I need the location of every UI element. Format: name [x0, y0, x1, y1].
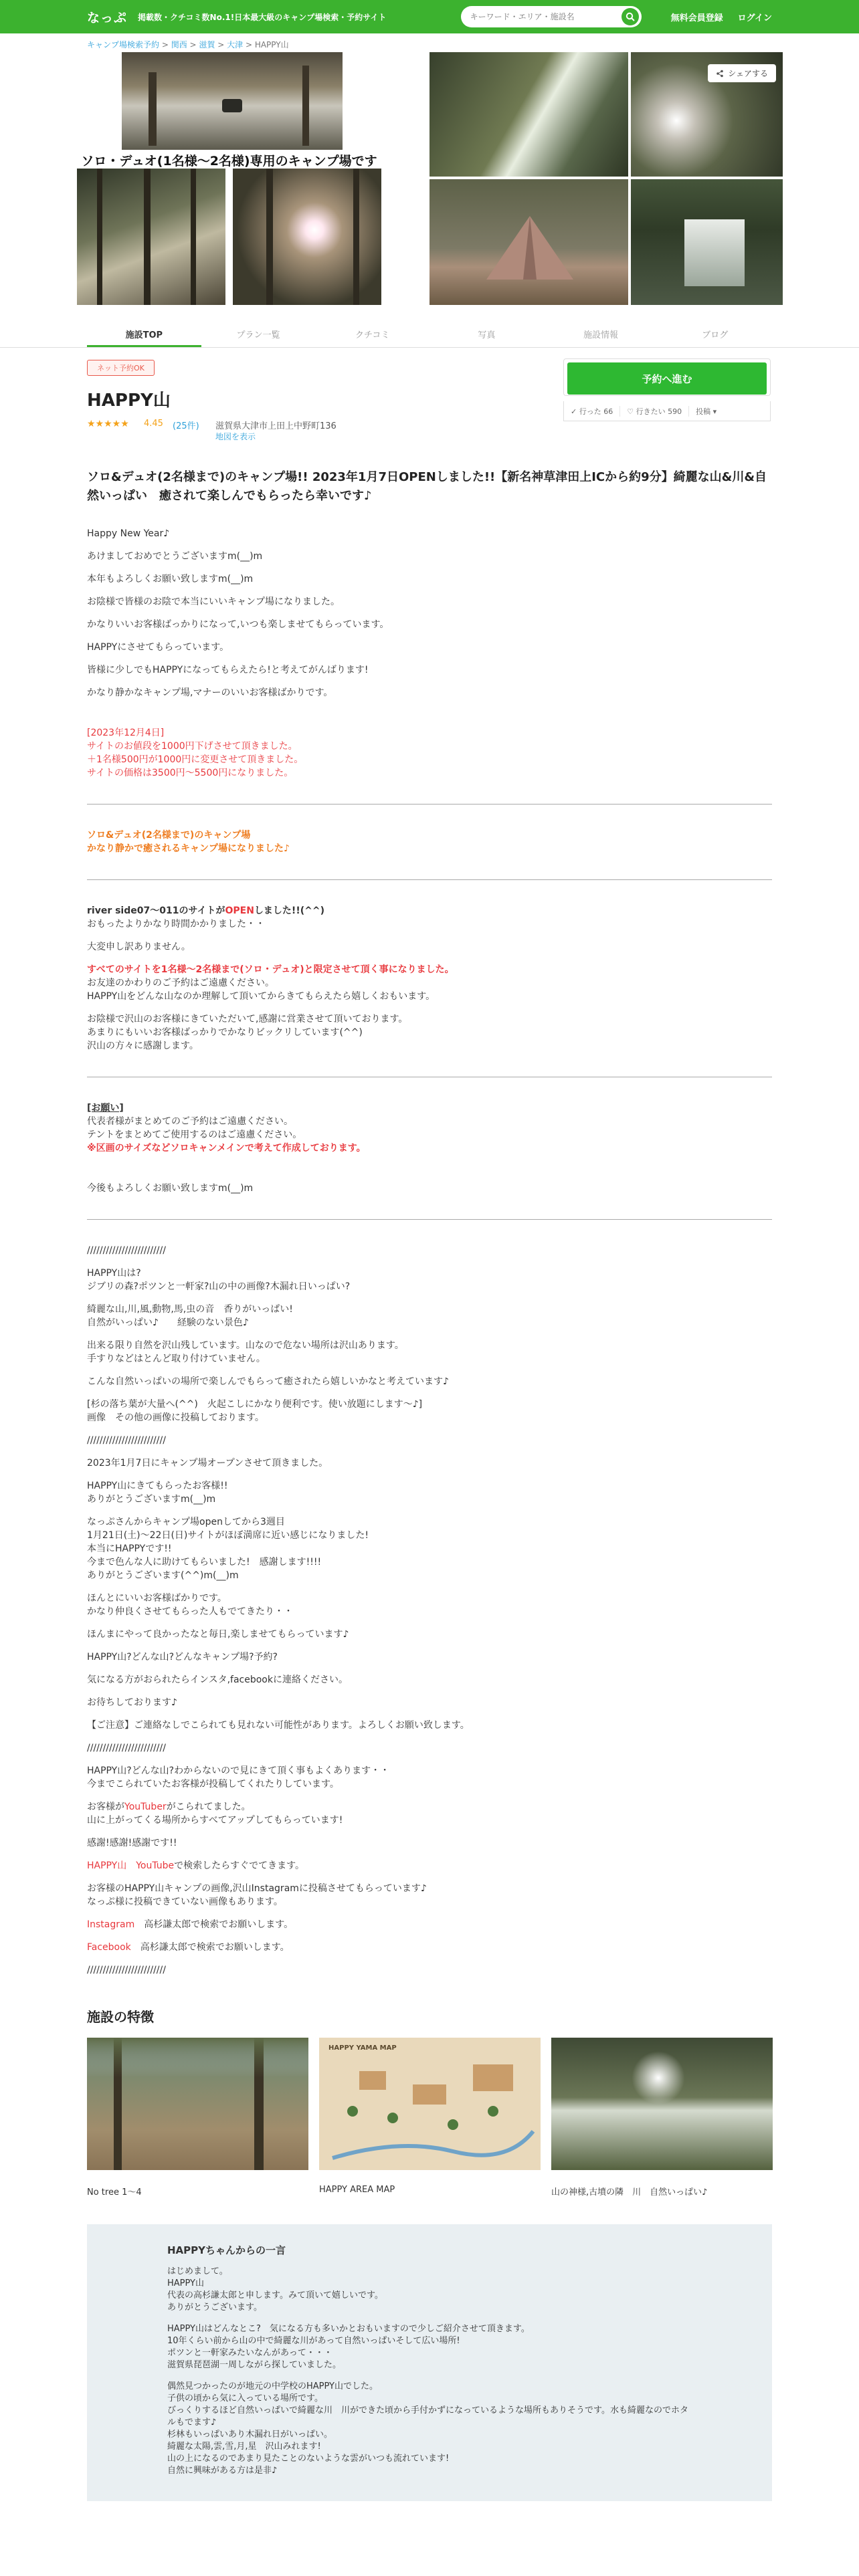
request-line: テントをまとめてご使用するのはご遠慮ください。: [87, 1130, 302, 1140]
feature-card[interactable]: [319, 2038, 541, 2197]
story-line: ほんまにやって良かったなと毎日,楽しませてもらっています♪: [87, 1629, 349, 1640]
story-line: 1月21日(土)〜22日(日)サイトがほぼ満席に近い感じになりました!: [87, 1530, 369, 1541]
riverside-limit-notice: すべてのサイトを1名様〜2名様まで(ソロ・デュオ)と限定させて頂く事になりました。: [87, 964, 454, 975]
net-booking-badge: ネット予約OK: [87, 360, 155, 376]
instagram-line: [87, 1918, 772, 1931]
request-closing: 今後もよろしくお願い致しますm(__)m: [87, 1183, 254, 1194]
riverside-title-text: river side07〜011のサイトが: [87, 905, 225, 916]
story-line: /////////////////////////: [87, 1743, 166, 1753]
photo-gallery: [0, 52, 859, 314]
feature-card[interactable]: [551, 2038, 773, 2197]
story-line: ありがとうございますm(__)m: [87, 1494, 216, 1505]
story-line: 2023年1月7日にキャンプ場オープンさせて頂きました。: [87, 1458, 328, 1469]
share-icon: [716, 70, 724, 78]
story-block: [87, 1244, 772, 1257]
riverside-line: おもったよりかなり時間かかりました・・: [87, 919, 265, 930]
riverside-title-text: しました!!(^^): [254, 905, 324, 916]
reserve-button[interactable]: 予約へ進む: [567, 362, 767, 395]
riverside-line: HAPPY山をどんな山なのか理解して頂いてからきてもらえたら嬉しくおもいます。: [87, 991, 436, 1002]
main-photo-collage[interactable]: [77, 52, 381, 305]
story-line: 山に上がってくる場所からすべてアップしてもらっています!: [87, 1815, 343, 1826]
story-line: HAPPY山にきてもらったお客様!!: [87, 1481, 228, 1491]
feature-image[interactable]: [319, 2038, 541, 2170]
riverside-line: あまりにもいいお客様ばっかりでかなりビックリしています(^^): [87, 1027, 363, 1038]
request-section: [87, 1101, 772, 1195]
divider: [87, 879, 772, 880]
story-block: [87, 1515, 772, 1582]
story-block: [87, 1303, 772, 1329]
action-bar: [563, 401, 771, 421]
story-line: 高杉謙太郎で検索でお願いします。: [134, 1919, 294, 1930]
message-line: はじめまして。: [167, 2266, 228, 2276]
youtuber-word: YouTuber: [124, 1802, 167, 1812]
intro-line: Happy New Year♪: [87, 528, 170, 539]
intro-line: かなりいいお客様ばっかりになって,いつも楽しませてもらっています。: [87, 619, 389, 630]
story-block: [87, 1434, 772, 1447]
rating-score: 4.45: [144, 419, 163, 429]
message-line: 子供の頃から気に入っている場所です。: [167, 2393, 323, 2403]
story-block: [87, 1628, 772, 1641]
notice-line: サイトの価格は3500円〜5500円になりました。: [87, 768, 294, 778]
story-line: ジブリの森?ポツンと一軒家?山の中の画像?木漏れ日いっぱい?: [87, 1281, 351, 1292]
share-label: シェアする: [728, 69, 768, 78]
share-button[interactable]: [708, 64, 776, 82]
story-line: HAPPY山は?: [87, 1268, 141, 1279]
notice-line: サイトのお値段を1000円下げさせて頂きました。: [87, 741, 298, 752]
story-line: 【ご注意】ご連絡なしでこられても見れない可能性があります。よろしくお願い致します。: [87, 1720, 470, 1731]
story-line: 今まで色んな人に助けてもらいました! 感謝します!!!!: [87, 1557, 322, 1568]
gallery-photo[interactable]: [631, 179, 783, 305]
story-block: [87, 1267, 772, 1293]
story-line: 気になる方がおられたらインスタ,facebookに連絡ください。: [87, 1675, 348, 1685]
riverside-section: [87, 904, 772, 1053]
message-line: 杉林もいっぱいあり木漏れ日がいっぱい。: [167, 2430, 333, 2440]
instagram-label: Instagram: [87, 1919, 135, 1930]
gallery-caption: ソロ・デュオ(1名様〜2名様)専用のキャンプ場です: [77, 150, 381, 171]
notice-line: かなり静かで癒されるキャンプ場になりました♪: [87, 843, 290, 854]
notice-line: [2023年12月4日]: [87, 728, 165, 738]
map-link[interactable]: 地図を表示: [215, 432, 256, 441]
story-block: [87, 1764, 772, 1791]
story-line: 綺麗な山,川,風,動物,馬,虫の音 香りがいっぱい!: [87, 1304, 293, 1315]
story-line: 画像 その他の画像に投稿しております。: [87, 1412, 264, 1423]
story-line: ほんとにいいお客様ばかりです。: [87, 1593, 227, 1604]
story-line: で検索したらすぐでてきます。: [174, 1860, 305, 1871]
youtube-search-term: HAPPY山 YouTube: [87, 1860, 175, 1871]
story-line: 出来る限り自然を沢山残しています。山なので危ない場所は沢山あります。: [87, 1340, 404, 1351]
story-line: お待ちしております♪: [87, 1697, 177, 1708]
end-rule: /////////////////////////: [87, 1965, 166, 1975]
search-button[interactable]: [622, 8, 639, 25]
story-block: [87, 1741, 772, 1755]
story-line: /////////////////////////: [87, 1435, 166, 1446]
tab-photos[interactable]: 写真: [478, 330, 496, 340]
message-line: 綺麗な太陽,雲,雪,月,星 沢山みれます!: [167, 2442, 321, 2452]
intro-line: あけましておめでとうございますm(__)m: [87, 551, 263, 562]
tab-blog[interactable]: ブログ: [702, 330, 729, 340]
address: 滋賀県大津市上田上中野町136: [215, 421, 337, 431]
story-line: かなり仲良くさせてもらった人もでてきたり・・: [87, 1606, 293, 1617]
story-block: [87, 1339, 772, 1366]
solo-duo-notice: [87, 829, 772, 855]
notice-line: ソロ&デュオ(2名様まで)のキャンプ場: [87, 830, 251, 841]
visited-button[interactable]: ✓ 行った 66: [564, 406, 620, 417]
post-menu-button[interactable]: 投稿 ▾: [696, 407, 717, 416]
message-line: 山の上になるのであまり見たことのないような雲がいつも流れています!: [167, 2454, 450, 2464]
features-list: [0, 2038, 859, 2197]
search-input[interactable]: [470, 12, 622, 21]
story-block: [87, 1479, 772, 1506]
story-section: [87, 1244, 772, 1977]
gallery-photo[interactable]: [430, 52, 628, 177]
story-line: HAPPY山?どんな山?どんなキャンプ場?予約?: [87, 1652, 278, 1662]
riverside-line: 沢山の方々に感謝します。: [87, 1041, 199, 1051]
breadcrumb-item[interactable]: 大津: [227, 40, 244, 49]
story-line: [杉の落ち葉が大量へ(^^) 火起こしにかなり便利です。使い放題にします〜♪]: [87, 1399, 423, 1410]
riverside-title: [87, 904, 772, 918]
breadcrumb-item[interactable]: キャンプ場検索予約: [87, 40, 160, 49]
owner-message: [87, 2224, 772, 2501]
message-paragraph: [167, 2266, 692, 2314]
message-line: 偶然見つかったのが地元の中学校のHAPPY山でした。: [167, 2381, 379, 2391]
tab-info[interactable]: 施設情報: [583, 330, 619, 340]
story-block: [87, 1673, 772, 1687]
story-block: [87, 1696, 772, 1709]
story-line: 高杉謙太郎で検索でお願いします。: [130, 1942, 290, 1953]
story-block: [87, 1650, 772, 1664]
feature-card[interactable]: [87, 2038, 308, 2197]
login-link[interactable]: ログイン: [737, 13, 772, 23]
message-line: HAPPY山はどんなとこ? 気になる方も多いかとおもいますので少しご紹介させて頂きます。: [167, 2324, 530, 2334]
top-header: [0, 0, 859, 33]
story-line: /////////////////////////: [87, 1245, 166, 1256]
owner-message-title: HAPPYちゃんからの一言: [167, 2244, 286, 2256]
thanks-line: 感謝!感謝!感謝です!!: [87, 1838, 177, 1848]
facility-tabs: [0, 314, 859, 348]
message-line: 代表の高杉謙太郎と申します。みて頂いて嬉しいです。: [167, 2290, 383, 2300]
page-title: HAPPY山: [87, 391, 171, 411]
message-line: HAPPY山: [167, 2278, 205, 2288]
message-line: ポツンと一軒家みたいなんがあって・・・: [167, 2348, 332, 2358]
tab-plans[interactable]: プラン一覧: [236, 330, 280, 340]
riverside-line: お陰様で沢山のお客様にきていただいて,感謝に営業させて頂いております。: [87, 1014, 408, 1025]
story-block: [87, 1592, 772, 1618]
message-paragraph: [167, 2323, 692, 2371]
description-headline: ソロ&デュオ(2名様まで)のキャンプ場!! 2023年1月7日OPENしました!!【新名神草津田上ICから約9分】綺麗な山&川&自然いっぱい 癒されて楽しんでもらったら幸いです♪: [87, 470, 767, 503]
facility-description: [0, 468, 859, 1977]
search-box[interactable]: [461, 6, 642, 27]
message-line: 滋賀県琵琶湖一周しながら探していました。: [167, 2360, 342, 2370]
request-title: [お願い]: [87, 1103, 124, 1113]
message-line: ありがとうございます。: [167, 2302, 262, 2313]
rating-stars: ★★★★★: [87, 419, 129, 429]
story-block: [87, 1457, 772, 1470]
story-line: がこられてました。: [166, 1802, 251, 1812]
story-line: こんな自然いっぱいの場所で楽しんでもらって癒されたら嬉しいかなと考えています♪: [87, 1376, 449, 1387]
message-line: びっくりするほど自然いっぱいで綺麗な川 川ができた頃から手付かずになっているような場所もありそうです。水も綺麗なのでホタルもでます♪: [167, 2405, 688, 2428]
story-block: [87, 1882, 772, 1909]
intro-line: かなり静かなキャンプ場,マナーのいいお客様ばかりです。: [87, 687, 333, 698]
map-title: HAPPY YAMA MAP: [328, 2044, 397, 2052]
breadcrumb-current: HAPPY山: [254, 40, 289, 49]
divider: [87, 1219, 772, 1220]
story-line: HAPPY山?どんな山?わからないので見にきて頂く事もよくあります・・: [87, 1765, 390, 1776]
story-line: 自然がいっぱい♪ 経験のない景色♪: [87, 1317, 249, 1328]
story-line: お客様が: [87, 1802, 124, 1812]
booking-box: [563, 358, 771, 396]
intro-line: お陰様で皆様のお陰で本当にいいキャンプ場になりました。: [87, 597, 340, 607]
facility-summary: [0, 348, 859, 468]
review-count-link[interactable]: (25件): [173, 421, 199, 431]
feature-caption: No tree 1〜4: [87, 2187, 142, 2197]
facebook-label: Facebook: [87, 1942, 131, 1953]
features-title: 施設の特徴: [87, 2009, 154, 2025]
message-line: 自然に興味がある方は是非♪: [167, 2466, 278, 2476]
story-line: なっぷさんからキャンプ場openしてから3週目: [87, 1517, 285, 1527]
open-word: OPEN: [225, 905, 254, 916]
tab-reviews[interactable]: クチコミ: [355, 330, 390, 340]
register-link[interactable]: 無料会員登録: [670, 13, 723, 23]
breadcrumb: キャンプ場検索予約 > 関西 > 滋賀 > 大津 > HAPPY山: [87, 40, 289, 49]
feature-image[interactable]: [87, 2038, 308, 2170]
site-logo[interactable]: なっぷ: [87, 10, 128, 25]
gallery-photo[interactable]: [233, 169, 381, 305]
intro-line: 本年もよろしくお願い致しますm(__)m: [87, 574, 254, 584]
riverside-line: 大変申し訳ありません。: [87, 942, 191, 952]
story-line: お客様のHAPPY山キャンプの画像,沢山Instagramに投稿させてもらっています♪: [87, 1883, 427, 1894]
story-line: なっぷ様に投稿できていない画像もあります。: [87, 1897, 283, 1907]
story-block: [87, 1719, 772, 1732]
request-red-line: ※区画のサイズなどソロキャンメインで考えて作成しております。: [87, 1143, 366, 1154]
story-line: 手すりなどはとんど取り付けていません。: [87, 1354, 266, 1364]
story-line: 今までこられていたお客様が投稿してくれたりしています。: [87, 1779, 339, 1790]
sub-photo-grid: [430, 52, 783, 305]
feature-caption: HAPPY AREA MAP: [319, 2185, 395, 2195]
want-to-go-button[interactable]: ♡ 行きたい 590: [620, 406, 689, 417]
notice-line: ＋1名様500円が1000円に変更させて頂きました。: [87, 754, 304, 765]
story-line: ありがとうございます(^^)m(__)m: [87, 1570, 239, 1581]
feature-image[interactable]: [551, 2038, 773, 2170]
message-line: 10年くらい前から山の中で綺麗な川があって自然いっぱいそして広い場所!: [167, 2336, 460, 2346]
story-block: [87, 1375, 772, 1388]
riverside-line: お友達のかわりのご予約はご遠慮ください。: [87, 978, 274, 988]
story-line: 本当にHAPPYです!!: [87, 1543, 172, 1554]
message-paragraph: [167, 2381, 692, 2477]
price-update-notice: [87, 726, 772, 780]
intro-line: HAPPYにさせてもらっています。: [87, 642, 229, 653]
facebook-line: [87, 1941, 772, 1954]
intro-line: 皆様に少しでもHAPPYになってもらえたら!と考えてがんばります!: [87, 665, 369, 675]
feature-caption: 山の神様,古墳の隣 川 自然いっぱい♪: [551, 2187, 708, 2197]
gallery-photo[interactable]: [122, 52, 343, 150]
breadcrumb-item[interactable]: 関西: [171, 40, 187, 49]
gallery-photo[interactable]: [430, 179, 628, 305]
tab-top[interactable]: 施設TOP: [87, 314, 201, 347]
search-icon: [626, 12, 635, 21]
youtube-search-line: [87, 1859, 772, 1872]
gallery-photo[interactable]: [77, 169, 225, 305]
story-block: [87, 1398, 772, 1424]
story-block: [87, 1800, 772, 1827]
request-line: 代表者様がまとめてのご予約はご遠慮ください。: [87, 1116, 293, 1127]
site-tagline: 掲載数・クチコミ数No.1!日本最大級のキャンプ場検索・予約サイト: [138, 12, 387, 22]
breadcrumb-item[interactable]: 滋賀: [199, 40, 215, 49]
